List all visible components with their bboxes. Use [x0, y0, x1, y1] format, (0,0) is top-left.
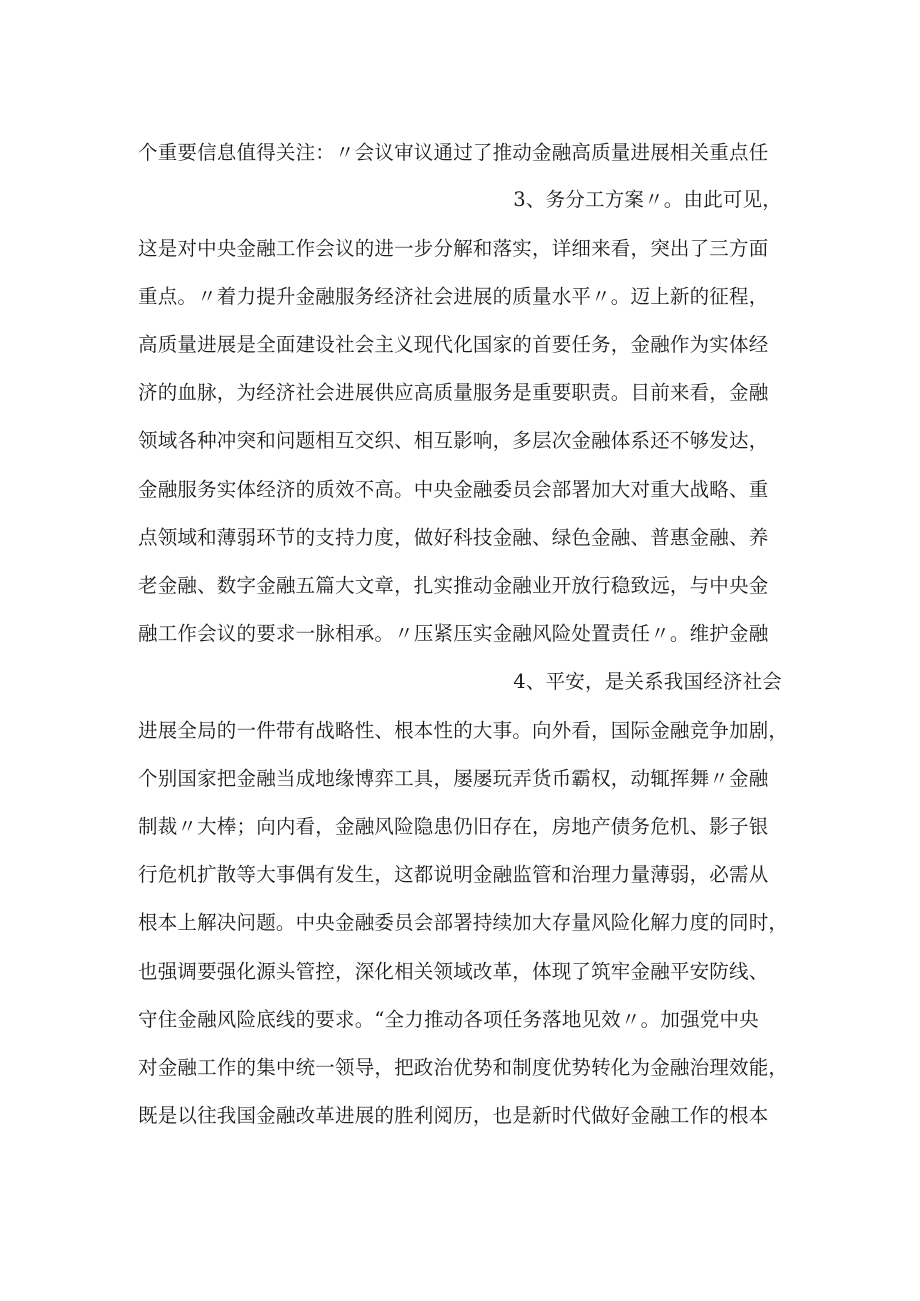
text-line-14: 个别国家把金融当成地缘博弈工具，屡屡玩弄货币霸权，动辄挥舞〃金融	[138, 767, 769, 790]
text-line-4: 重点。〃着力提升金融服务经济社会进展的质量水平〃。迈上新的征程，	[138, 285, 769, 308]
text-line-5: 高质量进展是全面建设社会主义现代化国家的首要任务，金融作为实体经	[138, 333, 769, 356]
text-line-6: 济的血脉，为经济社会进展供应高质量服务是重要职责。目前来看，金融	[138, 381, 769, 404]
text-line-16: 行危机扩散等大事偶有发生，这都说明金融监管和治理力量薄弱，必需从	[138, 863, 769, 886]
text-line-12-list-item-4: 4、平安，是关系我国经济社会	[513, 670, 782, 693]
text-line-8: 金融服务实体经济的质效不高。中央金融委员会部署加大对重大战略、重	[138, 478, 769, 501]
text-line-13: 进展全局的一件带有战略性、根本性的大事。向外看，国际金融竞争加剧，	[138, 719, 789, 742]
text-line-15: 制裁〃大棒；向内看，金融风险隐患仍旧存在，房地产债务危机、影子银	[138, 815, 769, 838]
text-line-2-list-item-3: 3、务分工方案〃。由此可见，	[513, 188, 782, 211]
text-line-10: 老金融、数字金融五篇大文章，扎实推动金融业开放行稳致远，与中央金	[138, 574, 769, 597]
text-line-7: 领域各种冲突和问题相互交织、相互影响，多层次金融体系还不够发达，	[138, 429, 769, 452]
text-line-17: 根本上解决问题。中央金融委员会部署持续加大存量风险化解力度的同时，	[138, 911, 789, 934]
text-line-21: 既是以往我国金融改革进展的胜利阅历，也是新时代做好金融工作的根本	[138, 1104, 769, 1127]
text-line-3: 这是对中央金融工作会议的进一步分解和落实，详细来看，突出了三方面	[138, 237, 769, 260]
text-line-11: 融工作会议的要求一脉相承。〃压紧压实金融风险处置责任〃。维护金融	[138, 622, 769, 645]
text-line-19: 守住金融风险底线的要求。“全力推动各项任务落地见效〃。加强党中央	[138, 1008, 759, 1031]
text-line-20: 对金融工作的集中统一领导，把政治优势和制度优势转化为金融治理效能，	[138, 1056, 789, 1079]
text-line-9: 点领域和薄弱环节的支持力度，做好科技金融、绿色金融、普惠金融、养	[138, 526, 769, 549]
text-line-18: 也强调要强化源头管控，深化相关领域改革，体现了筑牢金融平安防线、	[138, 960, 769, 983]
text-line-1: 个重要信息值得关注：〃会议审议通过了推动金融高质量进展相关重点任	[138, 141, 769, 164]
